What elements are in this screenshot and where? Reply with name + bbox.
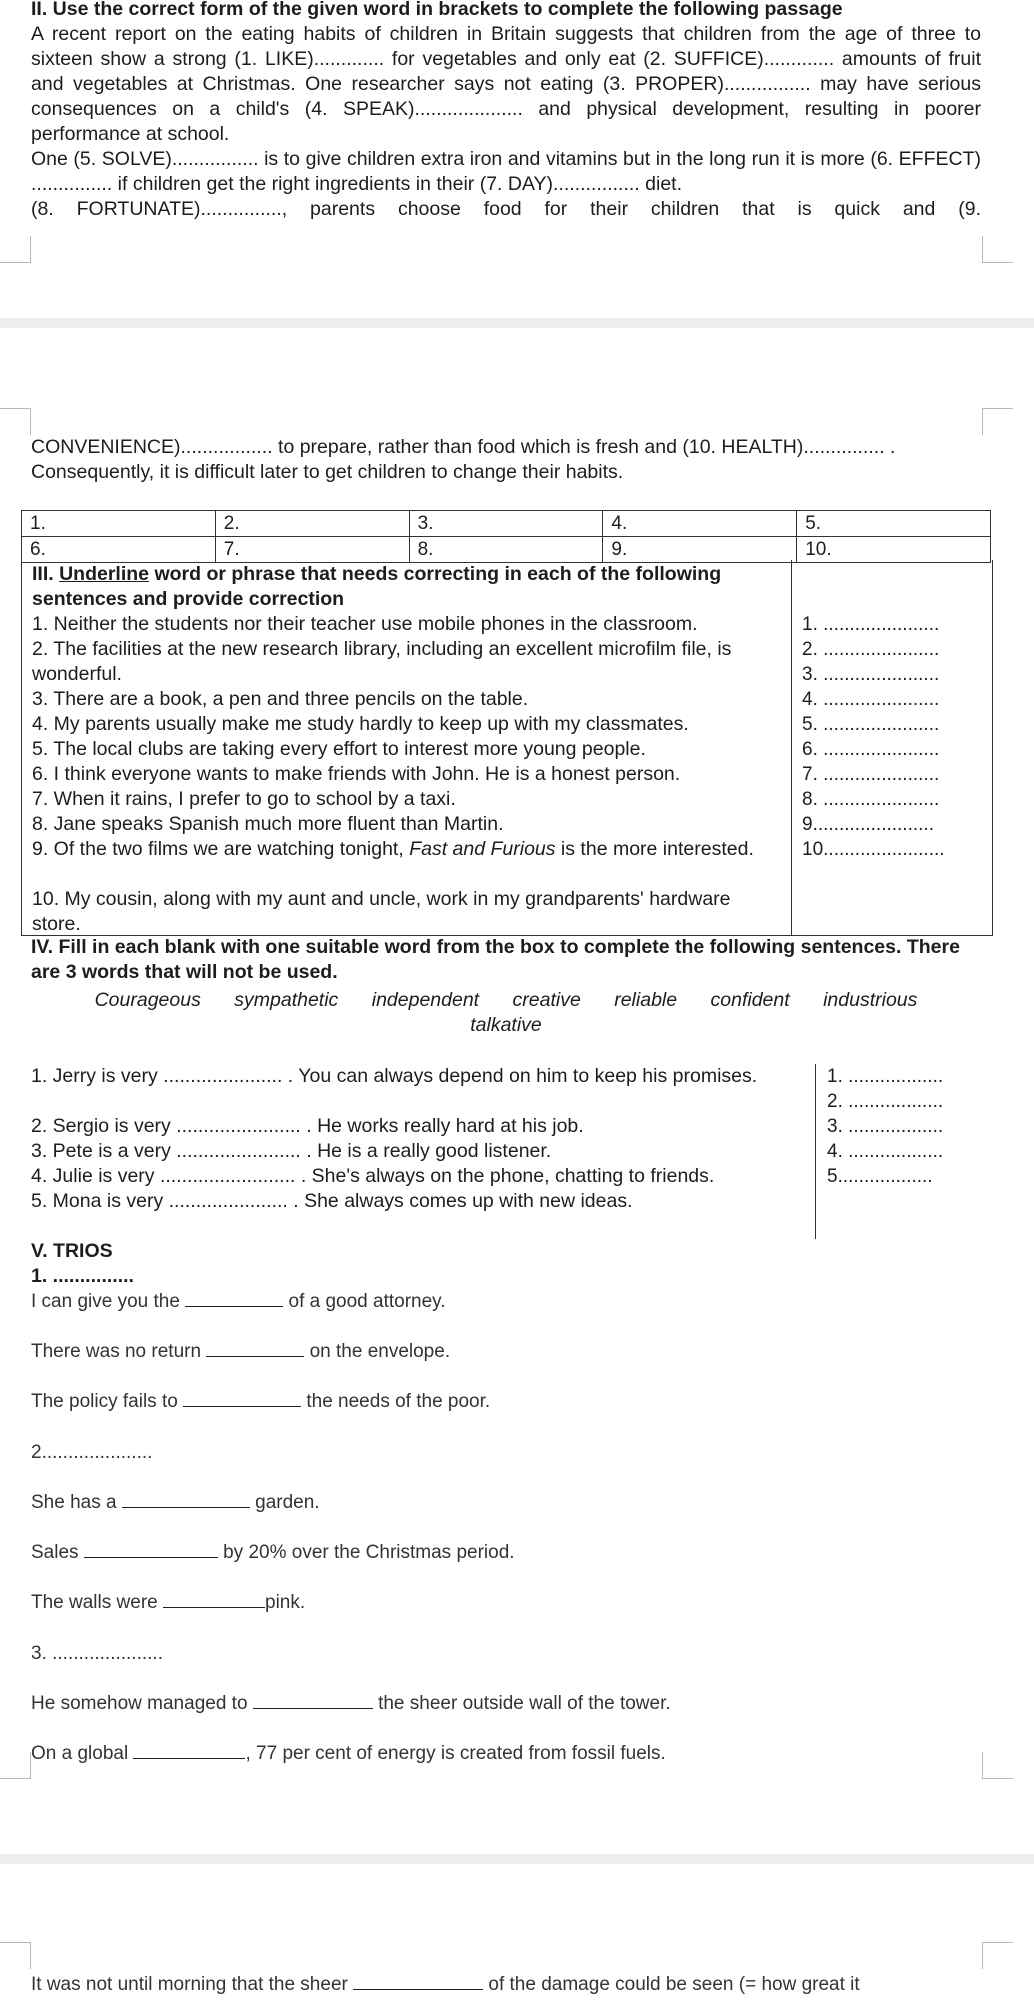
- section-3-question-8: 8. Jane speaks Spanish much more fluent than Martin.: [32, 813, 504, 835]
- grid-cell: 5.: [797, 511, 991, 537]
- answer-blank: [206, 1340, 304, 1357]
- word-option: talkative: [470, 1014, 542, 1036]
- section-4-answer-5: 5..................: [827, 1166, 933, 1187]
- answer-blank: [253, 1692, 373, 1709]
- word-option: industrious: [823, 989, 918, 1011]
- passage-paragraph-1: A recent report on the eating habits of children in Britain suggests that children from the age of three to sixteen show a strong (1. LIKE)............. for vegetables and only eat (2. SUFFICE)............. amounts of fruit and vegetables at Christmas. One researcher says not eating (3. PROPER)................ may have serious consequences on a child's (4. SPEAK).................... and physical development, resulting in poorer performance at school.: [31, 23, 981, 145]
- word-box-row-2: [31, 1013, 981, 1038]
- section-4-sentence-4: 4. Julie is very ......................... . She's always on the phone, chatting to friends.: [31, 1165, 715, 1187]
- answer-blank: [353, 1973, 483, 1990]
- section-3-question-6: 6. I think everyone wants to make friends with John. He is a honest person.: [32, 763, 681, 785]
- section-4-sentence-3: 3. Pete is a very ....................... . He is a really good listener.: [31, 1140, 552, 1162]
- section-4-answer-2: 2. ..................: [827, 1091, 944, 1112]
- section-3-answer-10: 10.......................: [802, 839, 945, 860]
- section-3-question-5: 5. The local clubs are taking every effort to interest more young people.: [32, 738, 646, 760]
- section-3-answer-1: 1. ......................: [802, 614, 940, 635]
- answer-blank: [133, 1742, 245, 1759]
- grid-cell: 4.: [603, 511, 797, 537]
- word-option: sympathetic: [234, 989, 339, 1011]
- page-corner-mark: [0, 1752, 31, 1779]
- word-option: independent: [371, 989, 480, 1011]
- trio-1-sentence-c: The policy fails to the needs of the poor.: [31, 1391, 491, 1412]
- page-corner-mark: [0, 236, 31, 263]
- page-corner-mark: [0, 1942, 31, 1969]
- trio-number-1: 1. ...............: [31, 1265, 134, 1287]
- page-gap: [0, 1854, 1034, 1864]
- section-3-box: [21, 560, 993, 936]
- grid-cell: 8.: [409, 537, 603, 563]
- section-3-question-10: 10. My cousin, along with my aunt and uncle, work in my grandparents' hardware store.: [32, 888, 731, 935]
- page-corner-mark: [982, 408, 1013, 435]
- section-3-answer-3: 3. ......................: [802, 664, 940, 685]
- grid-cell: 3.: [409, 511, 603, 537]
- word-option: creative: [512, 989, 581, 1011]
- section-4-answer-4: 4. ..................: [827, 1141, 944, 1162]
- section-3-question-2: 2. The facilities at the new research library, including an excellent microfilm file, is wonderful.: [32, 638, 732, 685]
- section-3-question-1: 1. Neither the students nor their teacher use mobile phones in the classroom.: [32, 613, 698, 635]
- page-corner-mark: [982, 1752, 1013, 1779]
- section-3-heading: III. Underline word or phrase that needs correcting in each of the following sentences and provide correction: [32, 563, 722, 610]
- word-option: Courageous: [94, 989, 201, 1011]
- section-4-answer-1: 1. ..................: [827, 1066, 944, 1087]
- trio-1-sentence-b: There was no return on the envelope.: [31, 1341, 451, 1362]
- word-option: confident: [710, 989, 790, 1011]
- page-corner-mark: [982, 1942, 1013, 1969]
- word-option: reliable: [614, 989, 678, 1011]
- trio-3-sentence-c: It was not until morning that the sheer of the damage could be seen (= how great it: [31, 1974, 860, 1995]
- answer-blank: [163, 1591, 265, 1608]
- trio-2-sentence-c: The walls were pink.: [31, 1592, 306, 1613]
- passage-paragraph-2: One (5. SOLVE)................ is to give children extra iron and vitamins but in the long run it is more (6. EFFECT) ............... if children get the right ingredients in their (7. DAY)................ diet.: [31, 148, 981, 195]
- grid-cell: 6.: [22, 537, 216, 563]
- answer-blank: [183, 1390, 301, 1407]
- trio-1-sentence-a: I can give you the of a good attorney.: [31, 1291, 446, 1312]
- page-gap: [0, 318, 1034, 328]
- grid-cell: 9.: [603, 537, 797, 563]
- section-4-sentence-1: 1. Jerry is very ...................... . You can always depend on him to keep his promises.: [31, 1065, 758, 1087]
- answer-grid: [21, 510, 991, 563]
- section-4-divider: [815, 1064, 816, 1239]
- grid-cell: 7.: [215, 537, 409, 563]
- trio-3-sentence-b: On a global , 77 per cent of energy is created from fossil fuels.: [31, 1743, 666, 1764]
- section-3-question-7: 7. When it rains, I prefer to go to school by a taxi.: [32, 788, 456, 810]
- answer-blank: [185, 1290, 283, 1307]
- section-3-question-4: 4. My parents usually make me study hardly to keep up with my classmates.: [32, 713, 689, 735]
- passage-paragraph-3-cont: CONVENIENCE)................. to prepare, rather than food which is fresh and (10. HEALTH)............... .: [31, 436, 896, 458]
- section-3-answer-7: 7. ......................: [802, 764, 940, 785]
- trio-number-3: 3. .....................: [31, 1643, 163, 1664]
- section-5-heading: V. TRIOS: [31, 1240, 113, 1262]
- grid-cell: 1.: [22, 511, 216, 537]
- passage-paragraph-3-start: (8. FORTUNATE)..............., parents choose food for their children that is quick and (9.: [31, 198, 981, 220]
- page-corner-mark: [982, 236, 1013, 263]
- answer-blank: [122, 1491, 250, 1508]
- trio-2-sentence-b: Sales by 20% over the Christmas period.: [31, 1542, 515, 1563]
- passage-paragraph-3-end: Consequently, it is difficult later to get children to change their habits.: [31, 461, 624, 483]
- section-3-answer-9: 9.......................: [802, 814, 934, 835]
- grid-cell: 2.: [215, 511, 409, 537]
- section-4-sentence-5: 5. Mona is very ...................... . She always comes up with new ideas.: [31, 1190, 633, 1212]
- section-3-answer-2: 2. ......................: [802, 639, 940, 660]
- trio-3-sentence-a: He somehow managed to the sheer outside wall of the tower.: [31, 1693, 671, 1714]
- section-3-answer-4: 4. ......................: [802, 689, 940, 710]
- section-3-answer-5: 5. ......................: [802, 714, 940, 735]
- word-box: [31, 988, 981, 1013]
- section-4-sentence-2: 2. Sergio is very ....................... . He works really hard at his job.: [31, 1115, 584, 1137]
- section-4-answer-3: 3. ..................: [827, 1116, 944, 1137]
- section-3-question-9: 9. Of the two films we are watching tonight, Fast and Furious is the more interested.: [32, 838, 754, 860]
- section-4-heading: IV. Fill in each blank with one suitable word from the box to complete the following sentences. There are 3 words that will not be used.: [31, 936, 960, 983]
- page-corner-mark: [0, 408, 31, 435]
- trio-number-2: 2.....................: [31, 1442, 153, 1463]
- trio-2-sentence-a: She has a garden.: [31, 1492, 320, 1513]
- section-2-heading: II. Use the correct form of the given word in brackets to complete the following passage: [31, 0, 843, 20]
- section-3-answer-6: 6. ......................: [802, 739, 940, 760]
- answer-blank: [84, 1541, 218, 1558]
- page-1: [0, 0, 1034, 306]
- section-3-answer-8: 8. ......................: [802, 789, 940, 810]
- section-3-question-3: 3. There are a book, a pen and three pencils on the table.: [32, 688, 529, 710]
- grid-cell: 10.: [797, 537, 991, 563]
